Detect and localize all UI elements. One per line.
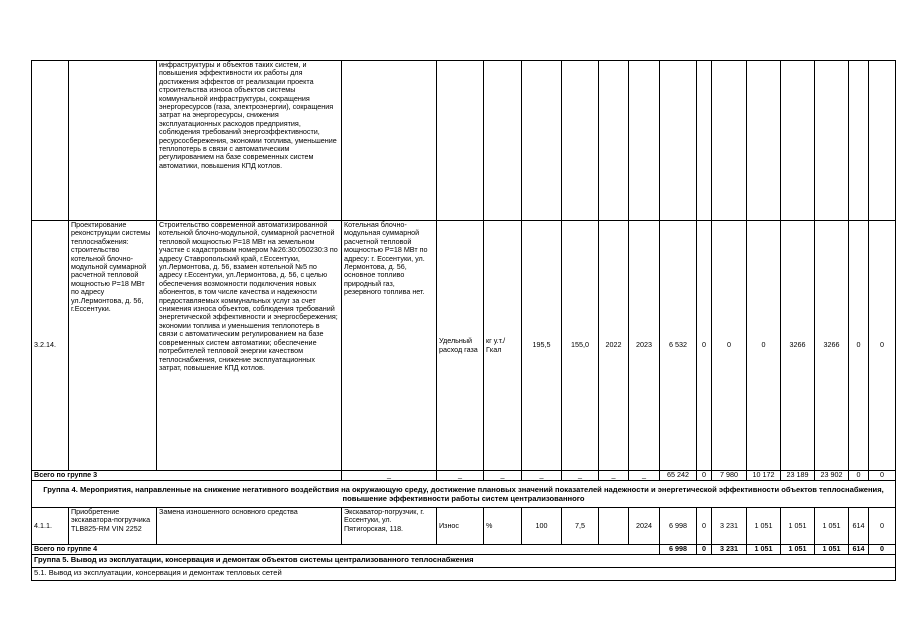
total-label: Всего по группе 3 bbox=[32, 471, 342, 481]
value-after: 7,5 bbox=[562, 508, 599, 545]
year-end: 2024 bbox=[629, 508, 660, 545]
finance-5: 3266 bbox=[815, 221, 849, 471]
finance-1: 0 bbox=[697, 508, 712, 545]
table-row-4-1-1 bbox=[32, 508, 896, 545]
finance-1: 0 bbox=[697, 221, 712, 471]
indicator-name: Износ bbox=[437, 508, 484, 545]
group-title: Группа 4. Мероприятия, направленные на снижение негативного воздействия на окружающую среду, достижение плановых значений показателей надежности и энергетической эффективности объектов теплоснабжения, повышение эффективности работы систем централизованного bbox=[32, 481, 896, 508]
cell-name bbox=[69, 61, 157, 221]
total-row-group-4 bbox=[32, 545, 896, 555]
finance-1: 0 bbox=[697, 545, 712, 555]
finance-2: 0 bbox=[712, 221, 747, 471]
dash: _ bbox=[437, 471, 484, 481]
value-after: 155,0 bbox=[562, 221, 599, 471]
dash: _ bbox=[342, 471, 437, 481]
finance-3: 0 bbox=[747, 221, 781, 471]
group-4-header bbox=[32, 481, 896, 508]
finance-7: 0 bbox=[869, 545, 896, 555]
dash: _ bbox=[484, 471, 522, 481]
object-location: Котельная блочно-модульная суммарной расчетной тепловой мощностью Р=18 МВт по адресу: г. Ессентуки, ул. Лермонтова, д. 56, основное топливо природный газ, резервного топлива нет. bbox=[342, 221, 437, 471]
finance-5: 1 051 bbox=[815, 545, 849, 555]
finance-1: 0 bbox=[697, 471, 712, 481]
dash: _ bbox=[562, 471, 599, 481]
total-cost: 65 242 bbox=[660, 471, 697, 481]
table-row-3-2-14 bbox=[32, 221, 896, 471]
finance-7: 0 bbox=[869, 471, 896, 481]
finance-6: 0 bbox=[849, 471, 869, 481]
group-5-header bbox=[32, 555, 896, 568]
value-before: 100 bbox=[522, 508, 562, 545]
cell-num bbox=[32, 61, 69, 221]
total-cost: 6 998 bbox=[660, 508, 697, 545]
indicator-name: Удельный расход газа bbox=[437, 221, 484, 471]
group-title: Группа 5. Вывод из эксплуатации, консервация и демонтаж объектов системы централизованного теплоснабжения bbox=[32, 555, 896, 568]
indicator-unit: % bbox=[484, 508, 522, 545]
indicator-unit: кг у.т./Гкал bbox=[484, 221, 522, 471]
row-number: 4.1.1. bbox=[32, 508, 69, 545]
continuation-row bbox=[32, 61, 896, 221]
investment-program-table bbox=[31, 60, 896, 581]
total-cost: 6 998 bbox=[660, 545, 697, 555]
finance-2: 3 231 bbox=[712, 545, 747, 555]
dash: _ bbox=[522, 471, 562, 481]
dash: _ bbox=[599, 471, 629, 481]
finance-6: 614 bbox=[849, 545, 869, 555]
project-description: Строительство современной автоматизированной котельной блочно-модульной, суммарной расчетной тепловой мощностью Р=18 МВт на земельном участке с кадастровым номером №26:30:050230:3 по адресу Ставропольский край, г.Ессентуки, ул.Лермонтова, д. 56, взамен котельной №5 по адресу г.Ессентуки, ул.Лермонтова, д. 56, с целью обеспечения возможности подключения новых абонентов, в том числе качества и надежности предоставляемых коммунальных услуг за счет снижения износа объектов, соблюдения требований энергетической эффективности и энергосбережения; экономии топлива и уменьшения теплопотерь в связи с автоматическим регулированием на базе современных систем автоматики; обеспечение потребителей тепловой энергии качеством теплоснабжения, снижение эксплуатационных затрат, повышение КПД котлов. bbox=[157, 221, 342, 471]
year-start bbox=[599, 508, 629, 545]
finance-7: 0 bbox=[869, 221, 896, 471]
dash: _ bbox=[629, 471, 660, 481]
finance-6: 614 bbox=[849, 508, 869, 545]
year-end: 2023 bbox=[629, 221, 660, 471]
total-cost: 6 532 bbox=[660, 221, 697, 471]
subsection-5-1 bbox=[32, 568, 896, 581]
year-start: 2022 bbox=[599, 221, 629, 471]
cell-description: инфраструктуры и объектов таких систем, и повышения эффективности их работы для достижения эффектов от реализации проекта строительства износа объектов системы коммунальной инфраструктуры, сокращения энергоресурсов (газа, электроэнергии), сокращения затрат на энергоресурсы, снижения эксплуатационных расходов предприятия, соблюдения требований энергоэффективности, ресурсосбережения, экономии топлива, уменьшение теплопотерь в связи с автоматическим регулированием на базе современных систем автоматики, повышения КПД котлов. bbox=[157, 61, 342, 221]
value-before: 195,5 bbox=[522, 221, 562, 471]
finance-4: 23 189 bbox=[781, 471, 815, 481]
finance-2: 3 231 bbox=[712, 508, 747, 545]
project-description: Замена изношенного основного средства bbox=[157, 508, 342, 545]
finance-4: 1 051 bbox=[781, 545, 815, 555]
project-name: Приобретение экскаватора-погрузчика TLB825-RM VIN 2252 bbox=[69, 508, 157, 545]
finance-3: 10 172 bbox=[747, 471, 781, 481]
row-number: 3.2.14. bbox=[32, 221, 69, 471]
total-row-group-3 bbox=[32, 471, 896, 481]
project-name: Проектирование реконструкции системы теплоснабжения: строительство котельной блочно-модульной суммарной расчетной тепловой мощностью Р=18 МВт по адресу ул.Лермонтова, д. 56, г.Ессентуки. bbox=[69, 221, 157, 471]
finance-5: 1 051 bbox=[815, 508, 849, 545]
finance-5: 23 902 bbox=[815, 471, 849, 481]
finance-2: 7 980 bbox=[712, 471, 747, 481]
finance-3: 1 051 bbox=[747, 508, 781, 545]
finance-4: 3266 bbox=[781, 221, 815, 471]
finance-7: 0 bbox=[869, 508, 896, 545]
finance-6: 0 bbox=[849, 221, 869, 471]
subsection-title: 5.1. Вывод из эксплуатации, консервация и демонтаж тепловых сетей bbox=[32, 568, 896, 581]
total-label: Всего по группе 4 bbox=[32, 545, 660, 555]
finance-3: 1 051 bbox=[747, 545, 781, 555]
finance-4: 1 051 bbox=[781, 508, 815, 545]
object-location: Экскаватор-погрузчик, г. Ессентуки, ул. Пятигорская, 118. bbox=[342, 508, 437, 545]
